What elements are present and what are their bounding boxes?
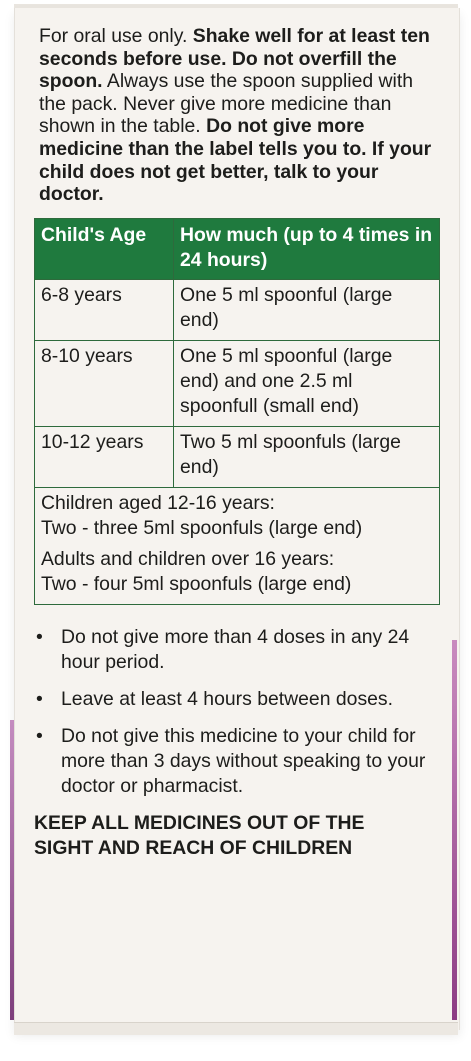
box-bottom-flap [14, 1022, 458, 1035]
intro-text-4: Do not give more medicine than the label tells you to. If your child does not get better, talk to your doctor. [39, 115, 432, 206]
purple-edge-stripe [452, 640, 457, 1020]
row-amount: Two 5 ml spoonfuls (large end) [174, 426, 440, 487]
table-row [35, 279, 440, 340]
bullet-text: Do not give this medicine to your child for more than 3 days without speaking to your doctor or pharmacist. [61, 724, 426, 797]
row-amount: One 5 ml spoonful (large end) [174, 279, 440, 340]
table-notes-row [35, 487, 440, 604]
row-age: 10-12 years [35, 426, 174, 487]
keep-out-of-reach-warning [34, 811, 444, 861]
list-item [36, 687, 444, 712]
table-row [35, 426, 440, 487]
note-12-16-dose: Two - three 5ml spoonfuls (large end) [41, 516, 363, 539]
bullet-icon: • [36, 724, 43, 747]
intro-text-2: Shake well for at least ten seconds before use. Do not overfill the spoon. [39, 25, 430, 93]
intro-text-1: For oral use only. [39, 25, 193, 47]
table-header-row [35, 218, 440, 279]
note-12-16-heading: Children aged 12-16 years: [41, 491, 275, 514]
bullet-icon: • [36, 625, 43, 648]
warning-line-2: SIGHT AND REACH OF CHILDREN [34, 836, 353, 859]
dosage-instructions [34, 25, 444, 861]
row-age: 6-8 years [35, 279, 174, 340]
row-age: 8-10 years [35, 340, 174, 426]
dosage-table [34, 218, 440, 605]
table-row [35, 340, 440, 426]
usage-paragraph [39, 25, 444, 206]
note-adults-heading: Adults and children over 16 years: [41, 547, 335, 570]
bullet-text: Leave at least 4 hours between doses. [61, 687, 394, 710]
intro-text-3: Always use the spoon supplied with the pack. Never give more medicine than shown in the table. [39, 70, 414, 138]
row-amount: One 5 ml spoonful (large end) and one 2.5 ml spoonfull (small end) [174, 340, 440, 426]
header-how-much: How much (up to 4 times in 24 hours) [174, 218, 440, 279]
header-childs-age: Child's Age [35, 218, 174, 279]
note-adults-dose: Two - four 5ml spoonfuls (large end) [41, 572, 352, 595]
older-age-notes [35, 487, 440, 604]
list-item [36, 724, 444, 799]
purple-left-edge [10, 720, 14, 1020]
warnings-list [36, 625, 444, 799]
warning-line-1: KEEP ALL MEDICINES OUT OF THE [34, 811, 365, 834]
bullet-icon: • [36, 687, 43, 710]
bullet-text: Do not give more than 4 doses in any 24 hour period. [61, 625, 410, 673]
list-item [36, 625, 444, 675]
